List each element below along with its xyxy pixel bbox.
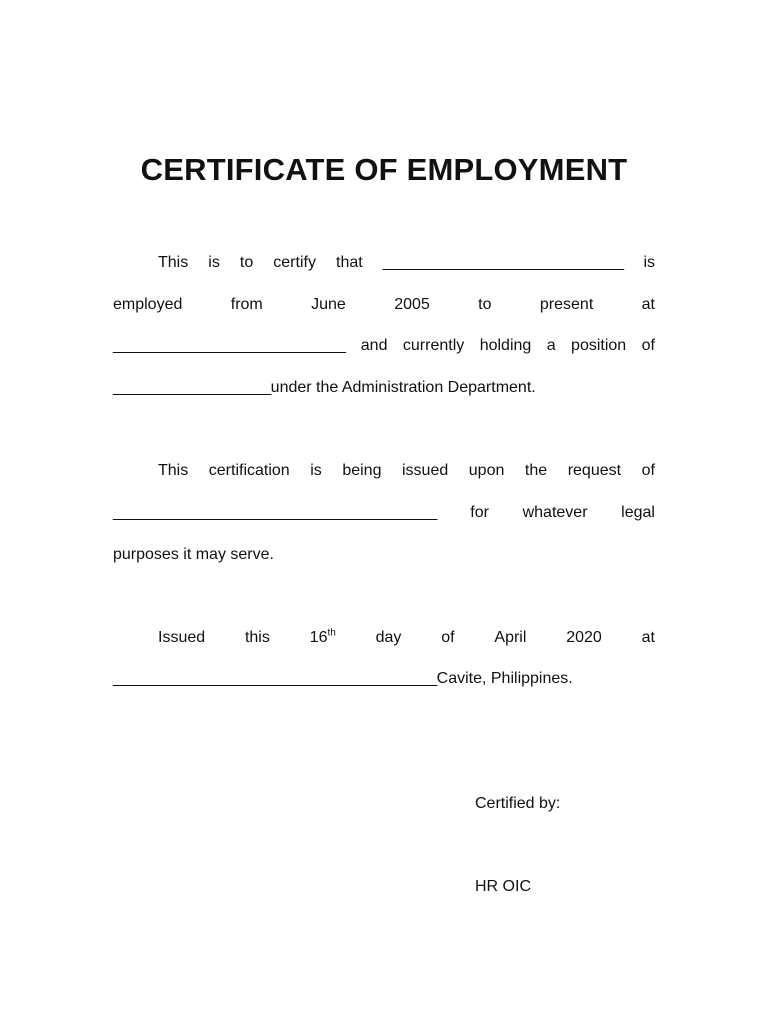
paragraph-1-line-4: [113, 376, 655, 400]
department-text: under the Administration Department.: [270, 379, 536, 396]
word: to: [239, 254, 254, 271]
word: that: [336, 254, 363, 271]
word: a: [546, 337, 556, 354]
certificate-title: CERTIFICATE OF EMPLOYMENT: [140, 152, 628, 187]
paragraph-3-line-2: [113, 667, 655, 691]
company-name-blank: ____________________________: [113, 337, 346, 354]
issue-day: [310, 626, 336, 650]
location-blank: _______________________________________: [113, 670, 437, 687]
word: is: [643, 254, 655, 271]
paragraph-2-line-1: [113, 459, 655, 483]
word: of: [641, 337, 655, 354]
word: legal: [621, 504, 655, 521]
word: holding: [479, 337, 532, 354]
word: being: [342, 462, 382, 479]
word: 2005: [394, 296, 430, 313]
word: for: [470, 504, 489, 521]
word: at: [641, 296, 655, 313]
requester-name-blank: _______________________________________: [113, 504, 437, 521]
word: This: [158, 254, 189, 271]
word: This: [158, 462, 189, 479]
signatory-title: HR OIC: [475, 878, 531, 895]
word: position: [571, 337, 627, 354]
word: 2020: [566, 629, 602, 646]
paragraph-2-line-2: [113, 501, 655, 525]
word: June: [311, 296, 346, 313]
word: currently: [402, 337, 465, 354]
word: certification: [208, 462, 290, 479]
word: the: [524, 462, 548, 479]
paragraph-2-line-3: [113, 543, 655, 567]
word: this: [244, 629, 270, 646]
word: present: [539, 296, 594, 313]
word: day: [375, 629, 402, 646]
location-text: Cavite, Philippines.: [436, 670, 573, 687]
word: request: [567, 462, 622, 479]
word: upon: [468, 462, 505, 479]
ordinal-suffix: th: [327, 627, 336, 639]
certified-by-label: Certified by:: [475, 795, 561, 812]
word: Issued: [158, 629, 206, 646]
word: is: [310, 462, 322, 479]
word: is: [208, 254, 220, 271]
purpose-text: purposes it may serve.: [113, 546, 274, 563]
paragraph-3-line-1: [113, 626, 655, 650]
word: employed: [113, 296, 183, 313]
word: to: [478, 296, 492, 313]
position-blank: ___________________: [113, 379, 271, 396]
word: of: [641, 462, 655, 479]
paragraph-1-line-2: [113, 293, 655, 317]
issue-day-number: 16: [309, 629, 328, 646]
word: issued: [402, 462, 449, 479]
word: whatever: [522, 504, 588, 521]
word: from: [230, 296, 263, 313]
word: and: [360, 337, 388, 354]
word: at: [641, 629, 655, 646]
paragraph-1-line-3: [113, 334, 655, 358]
word: of: [441, 629, 455, 646]
word: certify: [273, 254, 316, 271]
word: April: [494, 629, 527, 646]
employee-name-blank: _____________________________: [382, 254, 624, 271]
paragraph-1-line-1: [113, 251, 655, 275]
